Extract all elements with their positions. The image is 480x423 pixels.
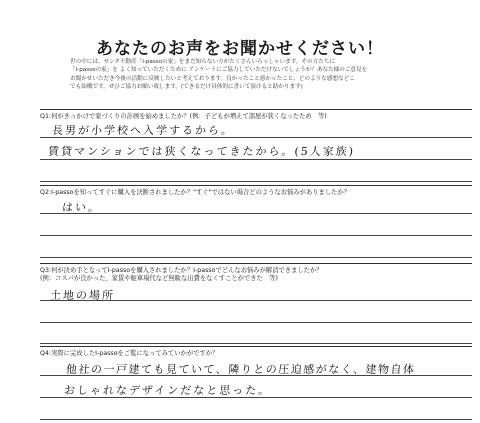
q2-answer-1: はい。 [61,201,102,214]
q4-label: Q4:実際に完成したI-passoをご覧になってみていかがですか？ [40,350,219,357]
q2-line-2 [40,235,472,236]
q1-line-3 [40,181,472,182]
intro-line: 世の中には、サンタ不動産「I-passoの家」をまだ知らない方がたくさんいらっしゃいます。その方たちに [70,59,336,65]
q2-line-1 [40,213,472,214]
q1-answer-1: 長男が小学校へ入学するから。 [51,124,235,137]
q1-label: Q1:何がきっかけで家づくりの計画を始めましたか？(例：子どもが増えて部屋が狭くなったため 等) [40,113,327,120]
page-title: あなたのお声をお聞かせください！ [96,39,384,59]
q2-line-3 [40,257,472,258]
q3-answer-1: 土地の場所 [49,289,116,302]
q4-section-border [40,346,472,347]
q3-line-3 [40,343,472,344]
q4-answer-1: 他社の一戸建ても見ていて、隣りとの圧迫感がなく、建物自体 [65,363,416,376]
intro-line: でも結構です。ぜひご協力お願い致します。(できるだけ具体的に書いて頂けると助かります) [70,83,303,90]
intro-line: 「I-passoの家」を よく知っていただくために アンケートにご協力していただけないでしょうか？あなた様のご意見を [70,67,368,74]
q1-section-border [40,109,472,110]
q4-answer-2: おしゃれなデザインだなと思った。 [63,384,272,397]
q1-answer-2: 賃貸マンションでは狭くなってきたから。(5人家族) [47,145,356,158]
q1-line-2 [40,159,472,160]
q3-label-example: (例：コスパが良かった、家賃や駐車場代など無駄な出費をなくすことができた 等) [40,275,278,282]
q3-label: Q3:何が決め手となってI-passoを購入されましたか？I-passoでどんなお悩みが解消できましたか？ [40,267,323,274]
q2-section-border [40,185,472,186]
q3-section-border [40,263,472,264]
q3-line-2 [40,322,472,323]
intro-line: お聞かせいただき今後の活動に反映したいと考えております。良かったこと悪かったこと、どのような感想などこ [70,75,355,82]
q4-line-3 [40,419,472,420]
q2-label: Q2:I-passoを知ってすぐに購入を決断されましたか？"すぐ"ではない場合どのようなお悩みがありましたか？ [40,189,351,196]
intro-text [70,58,410,91]
